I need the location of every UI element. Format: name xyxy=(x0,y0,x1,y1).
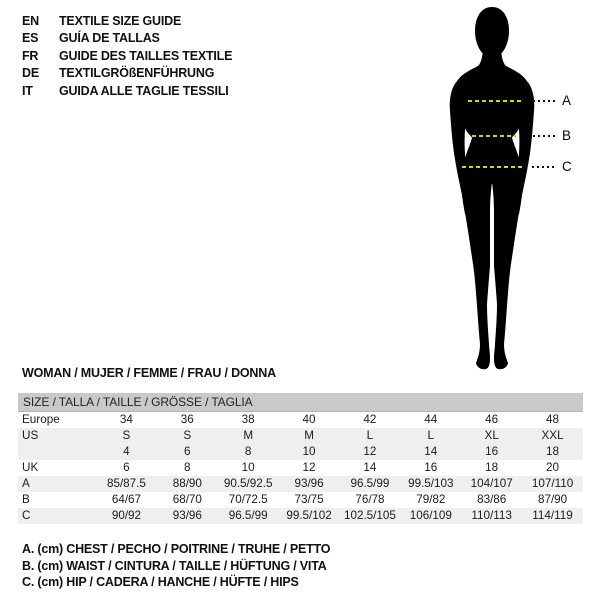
table-cell: 87/90 xyxy=(537,493,568,506)
row-label xyxy=(18,444,96,460)
table-cell: 90/92 xyxy=(111,509,142,522)
table-cell: 16 xyxy=(424,461,438,474)
table-cell: L xyxy=(427,429,435,442)
waist-connector-line xyxy=(533,135,557,137)
table-cell: 88/90 xyxy=(172,477,202,490)
table-cell: M xyxy=(304,429,314,442)
table-cell: S xyxy=(183,429,192,442)
table-cell: 18 xyxy=(485,461,499,474)
table-cell: 85/87.5 xyxy=(106,477,146,490)
table-cell: 68/70 xyxy=(172,493,202,506)
row-label: US xyxy=(22,429,39,442)
lang-code: EN xyxy=(22,14,39,28)
table-cell: 70/72.5 xyxy=(228,493,268,506)
table-cell: 93/96 xyxy=(294,477,324,490)
table-cell: 64/67 xyxy=(111,493,142,506)
table-cell: 40 xyxy=(302,413,316,426)
table-row xyxy=(18,476,583,492)
silhouette-leg-left xyxy=(461,164,492,369)
row-label: C xyxy=(22,509,31,522)
lang-row-fr xyxy=(22,48,232,65)
table-cell: 73/75 xyxy=(294,493,324,506)
table-cell: 99.5/102 xyxy=(286,509,332,522)
table-cell: 110/113 xyxy=(471,509,512,522)
legend-waist: B. (cm) WAIST / CINTURA / TAILLE / HÜFTUNG / VITA xyxy=(22,558,327,573)
table-cell: 79/82 xyxy=(416,493,446,506)
lang-code: ES xyxy=(22,31,39,46)
table-cell: 96.5/99 xyxy=(228,509,268,522)
table-cell: 99.5/103 xyxy=(408,477,454,490)
table-cell: 12 xyxy=(363,445,377,458)
size-table-header: SIZE / TALLA / TAILLE / GRÖSSE / TAGLIA xyxy=(18,393,583,412)
lang-code: DE xyxy=(22,66,39,81)
lang-label: GUIDE DES TAILLES TEXTILE xyxy=(59,48,233,63)
table-cell: XXL xyxy=(541,429,564,442)
table-cell: M xyxy=(243,429,254,442)
waist-measure-label: B xyxy=(562,128,572,143)
lang-label: TEXTILE SIZE GUIDE xyxy=(59,14,182,28)
lang-row-de xyxy=(22,65,232,82)
table-cell: 93/96 xyxy=(172,509,202,522)
table-row xyxy=(18,428,583,444)
table-row xyxy=(18,460,583,476)
table-cell: 34 xyxy=(119,413,133,426)
table-cell: 16 xyxy=(485,445,499,458)
table-cell: 42 xyxy=(363,413,377,426)
table-cell: 6 xyxy=(123,461,130,474)
table-row xyxy=(18,412,583,428)
table-cell: 114/119 xyxy=(532,509,573,522)
table-cell: 46 xyxy=(485,413,499,426)
table-cell: 83/86 xyxy=(477,493,507,506)
table-cell: 90.5/92.5 xyxy=(223,477,273,490)
hip-connector-line xyxy=(532,166,557,168)
table-cell: S xyxy=(122,429,131,442)
size-table-rows xyxy=(18,412,583,524)
hip-line-on-body xyxy=(462,166,522,168)
lang-label: GUIDA ALLE TAGLIE TESSILI xyxy=(59,83,229,98)
table-row xyxy=(18,508,583,524)
table-row xyxy=(18,492,583,508)
hip-measure-label: C xyxy=(562,159,572,174)
waist-line-on-body xyxy=(472,135,516,137)
table-cell: 14 xyxy=(363,461,377,474)
table-cell: 18 xyxy=(546,445,560,458)
table-cell: 48 xyxy=(546,413,560,426)
lang-code: FR xyxy=(22,48,39,63)
table-cell: 107/110 xyxy=(531,477,574,490)
lang-row-en xyxy=(22,13,232,30)
table-cell: 4 xyxy=(123,445,130,458)
chest-line-on-body xyxy=(468,100,521,102)
row-label: Europe xyxy=(22,413,60,426)
lang-row-it xyxy=(22,83,232,100)
chest-measure-label: A xyxy=(562,93,572,108)
lang-code: IT xyxy=(22,83,33,98)
table-cell: 102.5/105 xyxy=(343,509,396,522)
size-table xyxy=(18,393,583,524)
table-cell: 38 xyxy=(241,413,255,426)
table-cell: 8 xyxy=(244,445,252,458)
table-cell: 104/107 xyxy=(470,477,513,490)
row-label: UK xyxy=(22,461,39,474)
table-cell: 6 xyxy=(184,445,191,458)
table-row xyxy=(18,444,583,460)
table-cell: 44 xyxy=(424,413,438,426)
lang-label: GUÍA DE TALLAS xyxy=(59,31,160,46)
table-cell: 10 xyxy=(241,461,255,474)
table-cell: 76/78 xyxy=(355,493,385,506)
legend-chest: A. (cm) CHEST / PECHO / POITRINE / TRUHE / PETTO xyxy=(22,542,331,556)
row-label: B xyxy=(22,493,30,506)
table-cell: L xyxy=(366,429,374,442)
table-cell: 96.5/99 xyxy=(350,477,390,490)
table-cell: 10 xyxy=(302,445,316,458)
table-cell: 12 xyxy=(302,461,316,474)
silhouette-leg-right xyxy=(492,164,523,369)
row-label: A xyxy=(22,477,30,490)
table-cell: XL xyxy=(484,429,499,442)
legend-hip: C. (cm) HIP / CADERA / HANCHE / HÜFTE / HIPS xyxy=(22,575,299,590)
table-cell: 14 xyxy=(424,445,438,458)
table-cell: 20 xyxy=(546,461,560,474)
woman-silhouette-figure xyxy=(432,2,552,372)
table-cell: 36 xyxy=(180,413,194,426)
measurement-legend xyxy=(22,541,330,591)
lang-label: TEXTILGRÖßENFÜHRUNG xyxy=(59,66,215,81)
section-title-woman: WOMAN / MUJER / FEMME / FRAU / DONNA xyxy=(22,366,276,380)
table-cell: 8 xyxy=(184,461,191,474)
silhouette-torso xyxy=(456,42,528,184)
chest-connector-line xyxy=(533,100,557,102)
lang-row-es xyxy=(22,30,232,47)
language-guide xyxy=(22,13,232,100)
table-cell: 106/109 xyxy=(409,509,452,522)
